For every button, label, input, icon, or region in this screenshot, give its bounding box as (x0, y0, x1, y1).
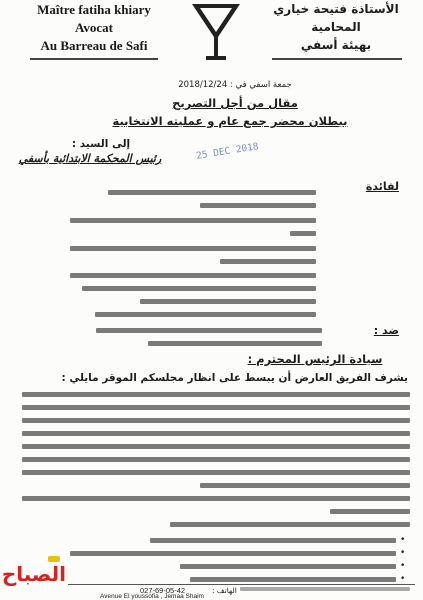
document-title-line2: ببطلان محضر جمع عام و عمليته الانتخابية (112, 114, 348, 128)
intro-statement: يشرف الفريق العارض أن يبسط على انظار مجلسكم الموقر مايلي : (61, 372, 408, 384)
defendant-label: ضد : (373, 324, 399, 337)
salutation-line: سيادة الرئيس المحترم : (247, 352, 383, 366)
addressee-salutation: إلى السيد : (71, 138, 131, 150)
document-date: جمعة اسفي في : 2018/12/24 (178, 80, 292, 90)
document-title-line1: مقال من أجل التصريح (172, 96, 298, 110)
footer-phone-number: 027-69-05-42 (140, 586, 186, 595)
lawyer-bar-arabic: بهيئة أسفي (300, 38, 372, 52)
lawyer-title-arabic: المحامية (311, 20, 361, 34)
claimants-label: لفائدة (365, 180, 399, 193)
footer-divider (60, 584, 415, 585)
letterhead-divider-left (30, 58, 158, 60)
lawyer-name-arabic: الأستاذة فتيحة خياري (273, 2, 399, 16)
justice-emblem-icon (188, 0, 244, 62)
lawyer-title-latin: Avocat (74, 20, 114, 35)
addressee-court: رئيس المحكمة الابتدائية بأسفي (18, 152, 162, 165)
footer-address-latin: Avenue El youssofia , Jemaa Shaim (100, 593, 204, 600)
footer-phone-label: الهاتف : (212, 586, 237, 595)
received-date-stamp: 25 DEC 2018 (195, 141, 260, 162)
newspaper-watermark-logo: الصباح (2, 552, 68, 598)
lawyer-name-latin: Maître fatiha khiary (37, 2, 151, 17)
letterhead-divider-right (272, 58, 402, 60)
lawyer-bar-latin: Au Barreau de Safi (40, 38, 148, 53)
